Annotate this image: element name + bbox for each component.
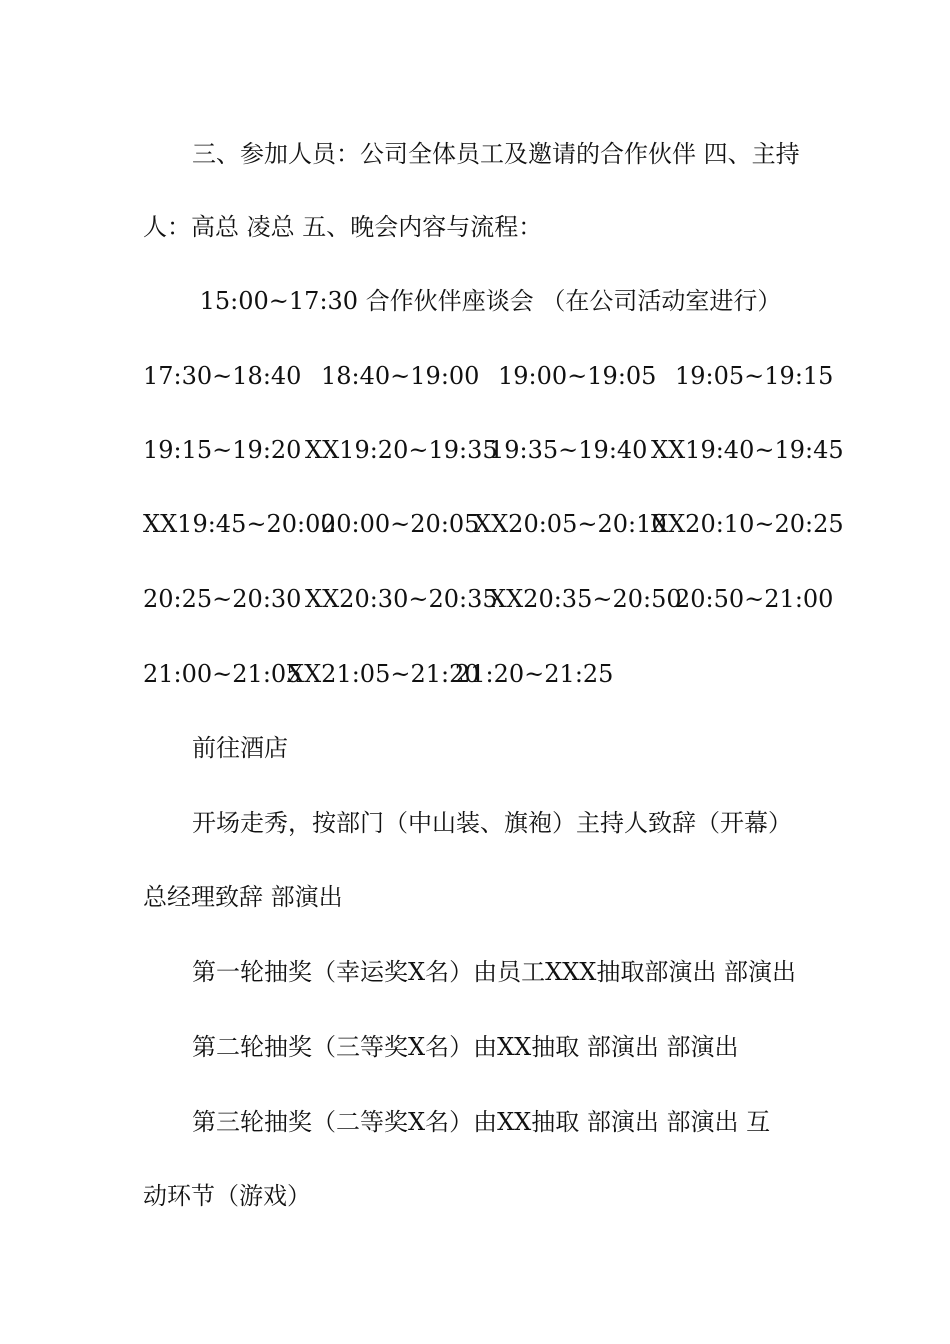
time-slot: XX19:40~19:45 <box>651 436 844 464</box>
participants-paragraph-line1: 三、参加人员：公司全体员工及邀请的合作伙伴 四、主持 <box>192 140 800 168</box>
time-slot: 20:50~21:00 <box>675 585 834 613</box>
time-slot: 21:00~21:05 <box>143 660 302 688</box>
time-slot: XX20:10~20:25 <box>651 510 844 538</box>
time-slot: XX19:45~20:00 <box>143 510 336 538</box>
time-slot: XX21:05~21:20 <box>287 660 480 688</box>
participants-paragraph-line2: 人：高总 凌总 五、晚会内容与流程： <box>143 213 543 241</box>
second-draw-line: 第二轮抽奖（三等奖X名）由XX抽取 部演出 部演出 <box>192 1033 739 1061</box>
time-slot: 20:00~20:05 <box>321 510 480 538</box>
first-draw-line: 第一轮抽奖（幸运奖X名）由员工XXX抽取部演出 部演出 <box>192 958 796 986</box>
time-slot: 19:05~19:15 <box>675 362 834 390</box>
time-slot: 19:15~19:20 <box>143 436 302 464</box>
time-slot: 21:20~21:25 <box>455 660 614 688</box>
time-slot: 17:30~18:40 <box>143 362 302 390</box>
time-slot: 18:40~19:00 <box>321 362 480 390</box>
third-draw-paragraph-line1: 第三轮抽奖（二等奖X名）由XX抽取 部演出 部演出 互 <box>192 1108 771 1136</box>
time-slot: 19:00~19:05 <box>498 362 657 390</box>
opening-paragraph-line1: 开场走秀，按部门（中山装、旗袍）主持人致辞（开幕） <box>192 809 792 837</box>
partner-meeting-line: 15:00~17:30 合作伙伴座谈会 （在公司活动室进行） <box>192 287 782 315</box>
time-slot: XX20:05~20:10 <box>474 510 667 538</box>
time-slot: XX20:30~20:35 <box>305 585 498 613</box>
time-slot: XX20:35~20:50 <box>489 585 682 613</box>
go-hotel-line: 前往酒店 <box>192 734 288 762</box>
time-slot: XX19:20~19:35 <box>305 436 498 464</box>
time-slot: 20:25~20:30 <box>143 585 302 613</box>
third-draw-paragraph-line2: 动环节（游戏） <box>143 1182 311 1210</box>
time-slot: 19:35~19:40 <box>489 436 648 464</box>
opening-paragraph-line2: 总经理致辞 部演出 <box>143 883 343 911</box>
